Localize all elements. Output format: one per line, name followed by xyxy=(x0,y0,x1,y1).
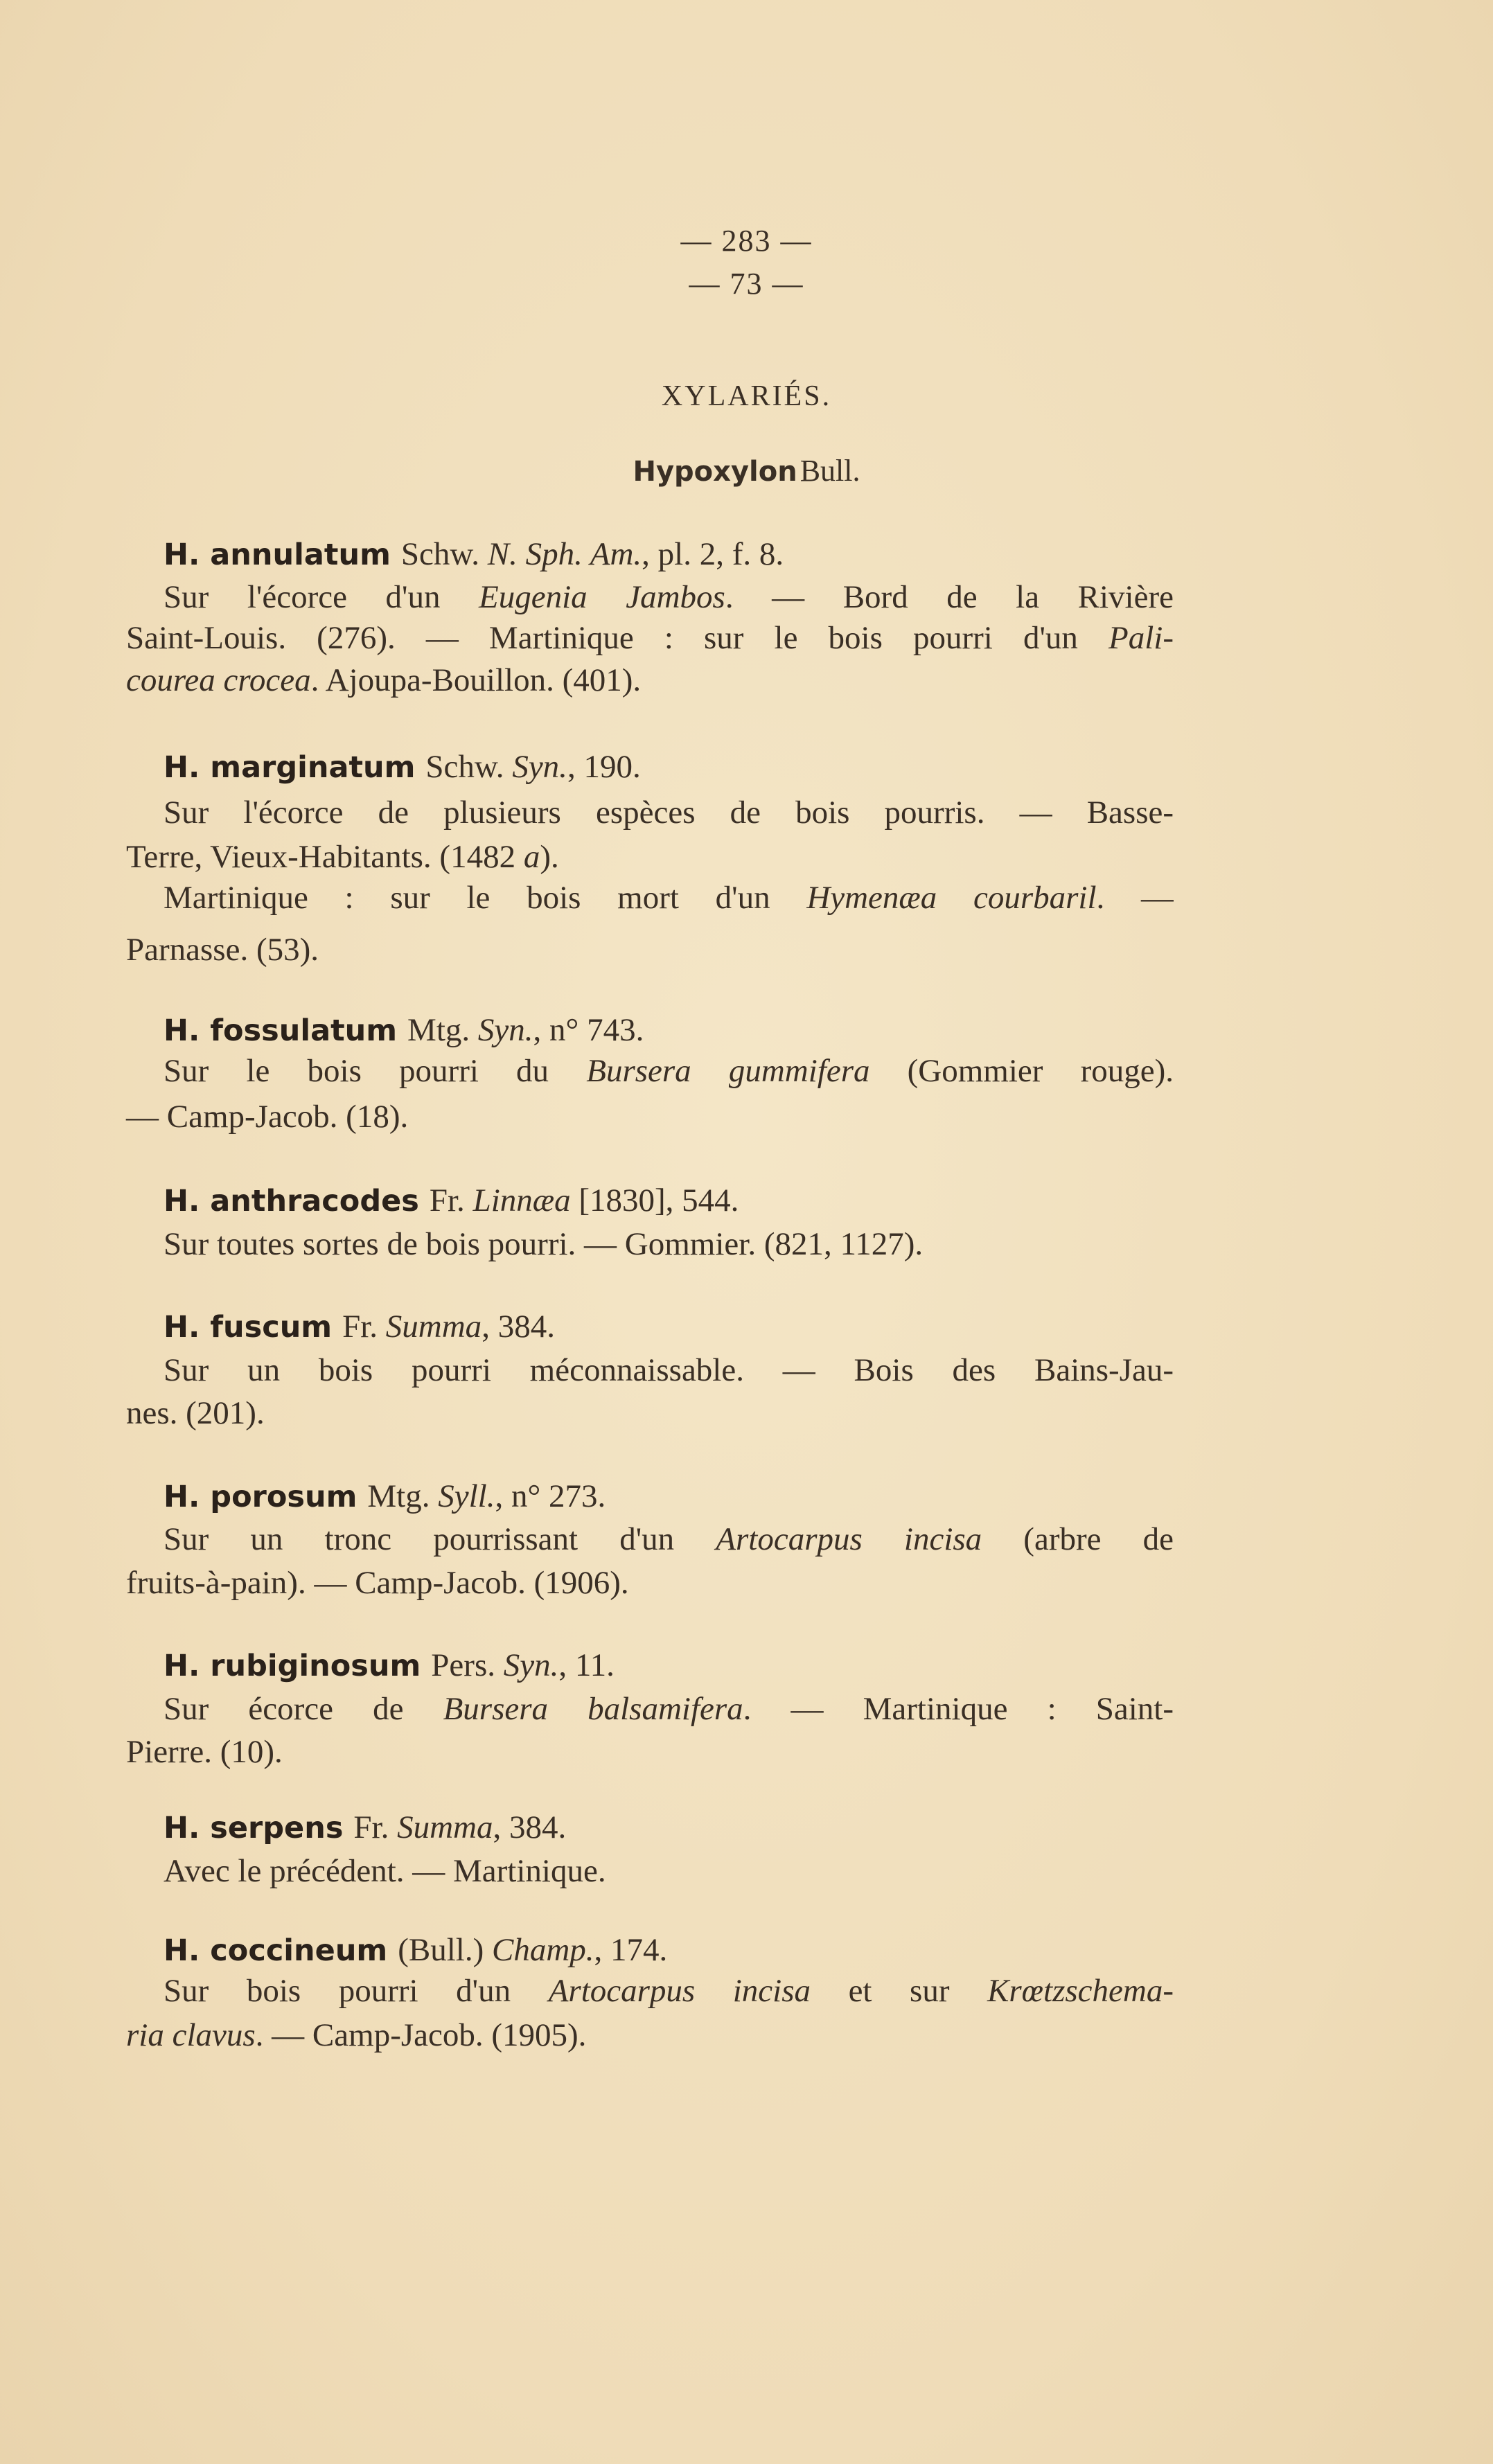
italic-text: N. Sph. Am. xyxy=(487,536,642,572)
species-description-line xyxy=(164,1223,923,1265)
species-description-line xyxy=(126,1392,265,1434)
page-number-primary: — 283 — xyxy=(680,224,813,258)
species-heading-line xyxy=(164,1180,739,1221)
page-number-secondary: — 73 — xyxy=(689,267,804,301)
species-description-line xyxy=(126,2014,586,2056)
species-name: H. annulatum xyxy=(164,538,401,572)
species-description-line xyxy=(126,659,641,701)
text: , 384. xyxy=(493,1809,567,1845)
text: Sur l'écorce d'un xyxy=(164,579,479,615)
text: . Ajoupa-Bouillon. (401). xyxy=(310,662,642,698)
genus-author: Bull. xyxy=(799,454,860,488)
genus-heading xyxy=(0,453,1493,488)
italic-text: Eugenia Jambos xyxy=(479,579,725,615)
text: — Camp-Jacob. (18). xyxy=(126,1099,409,1135)
species-description-line xyxy=(126,1562,629,1604)
text: . — Bord de la Rivière xyxy=(725,579,1174,615)
italic-text: Summa xyxy=(397,1809,493,1845)
italic-text: Pali- xyxy=(1108,620,1174,656)
text: nes. (201). xyxy=(126,1395,265,1431)
italic-text: Linnæa xyxy=(472,1182,571,1218)
italic-text: Syn. xyxy=(512,749,567,785)
species-description-line xyxy=(164,576,1174,618)
species-heading-line xyxy=(164,1009,644,1051)
italic-text: Krœtzschema- xyxy=(987,1973,1174,2009)
species-description-line xyxy=(126,836,559,878)
italic-text: Syn. xyxy=(477,1012,533,1048)
text: Sur le bois pourri du xyxy=(164,1053,587,1089)
species-name: H. porosum xyxy=(164,1480,368,1514)
text: Sur l'écorce de plusieurs espèces de bois pourris. — Basse- xyxy=(164,795,1174,831)
species-name: H. coccineum xyxy=(164,1933,398,1968)
species-description-line xyxy=(164,1850,606,1892)
text: Fr. xyxy=(342,1309,386,1345)
text: [1830], 544. xyxy=(570,1182,739,1218)
species-description-line xyxy=(126,1731,283,1773)
italic-text: Hymenæa courbaril xyxy=(806,880,1097,916)
text: (Bull.) xyxy=(398,1932,492,1968)
italic-text: ria clavus xyxy=(126,2017,256,2053)
text: Pierre. (10). xyxy=(126,1734,283,1770)
text: Sur bois pourri d'un xyxy=(164,1973,549,2009)
species-description-line xyxy=(126,929,319,970)
text: Sur toutes sortes de bois pourri. — Gommier. (821, 1127). xyxy=(164,1226,924,1262)
text: , n° 273. xyxy=(495,1478,606,1514)
text: (arbre de xyxy=(982,1521,1174,1557)
species-description-line xyxy=(164,1050,1174,1092)
text: Saint-Louis. (276). — Martinique : sur le bois pourri d'un xyxy=(126,620,1109,656)
text: . — Martinique : Saint- xyxy=(743,1691,1174,1727)
text: Mtg. xyxy=(407,1012,478,1048)
species-heading-line xyxy=(164,1807,566,1848)
species-name: H. serpens xyxy=(164,1811,354,1845)
species-description-line xyxy=(164,1688,1174,1730)
text: Parnasse. (53). xyxy=(126,932,319,968)
genus-name: Hypoxylon xyxy=(633,456,797,488)
italic-text: Artocarpus incisa xyxy=(548,1973,811,2009)
text: Terre, Vieux-Habitants. (1482 xyxy=(126,839,524,875)
text: . — Camp-Jacob. (1905). xyxy=(255,2017,587,2053)
text: , pl. 2, f. 8. xyxy=(642,536,784,572)
species-name: H. fossulatum xyxy=(164,1013,408,1048)
species-heading-line xyxy=(164,1929,667,1971)
text: , 174. xyxy=(594,1932,668,1968)
text: , 384. xyxy=(482,1309,555,1345)
text: ). xyxy=(540,839,559,875)
species-name: H. marginatum xyxy=(164,750,426,785)
italic-text: Artocarpus incisa xyxy=(716,1521,982,1557)
text: fruits-à-pain). — Camp-Jacob. (1906). xyxy=(126,1565,629,1601)
species-description-line xyxy=(126,617,1174,659)
species-heading-line xyxy=(164,746,641,788)
species-name: H. anthracodes xyxy=(164,1184,430,1218)
species-description-line xyxy=(164,1518,1174,1560)
text: Sur écorce de xyxy=(164,1691,443,1727)
species-description-line xyxy=(164,877,1174,919)
italic-text: Bursera balsamifera xyxy=(443,1691,743,1727)
text: Schw. xyxy=(400,536,488,572)
text: Pers. xyxy=(431,1647,504,1683)
text: . — xyxy=(1096,880,1174,916)
italic-text: Bursera gummifera xyxy=(586,1053,870,1089)
italic-text: a xyxy=(523,839,540,875)
text: (Gommier rouge). xyxy=(869,1053,1174,1089)
text: Avec le précédent. — Martinique. xyxy=(164,1853,606,1889)
species-description-line xyxy=(126,1096,408,1137)
italic-text: Champ. xyxy=(492,1932,594,1968)
italic-text: courea crocea xyxy=(126,662,311,698)
species-heading-line xyxy=(164,533,784,575)
text: , n° 743. xyxy=(533,1012,644,1048)
species-heading-line xyxy=(164,1645,615,1686)
text: , 11. xyxy=(558,1647,615,1683)
species-name: H. fuscum xyxy=(164,1310,343,1345)
species-heading-line xyxy=(164,1475,606,1517)
text: Fr. xyxy=(353,1809,398,1845)
text: Sur un tronc pourrissant d'un xyxy=(164,1521,716,1557)
italic-text: Syll. xyxy=(438,1478,495,1514)
species-heading-line xyxy=(164,1306,555,1347)
italic-text: Syn. xyxy=(503,1647,559,1683)
text: Martinique : sur le bois mort d'un xyxy=(164,880,807,916)
text: Sur un bois pourri méconnaissable. — Bois des Bains-Jau- xyxy=(164,1352,1174,1388)
text: Schw. xyxy=(425,749,513,785)
species-description-line xyxy=(164,1970,1174,2012)
text: et sur xyxy=(811,1973,988,2009)
text: Fr. xyxy=(429,1182,473,1218)
text: , 190. xyxy=(567,749,641,785)
text: Mtg. xyxy=(367,1478,439,1514)
species-description-line xyxy=(164,1349,1174,1391)
species-name: H. rubiginosum xyxy=(164,1649,432,1683)
section-title: XYLARIÉS. xyxy=(661,380,832,412)
italic-text: Summa xyxy=(385,1309,482,1345)
species-description-line xyxy=(164,792,1174,833)
